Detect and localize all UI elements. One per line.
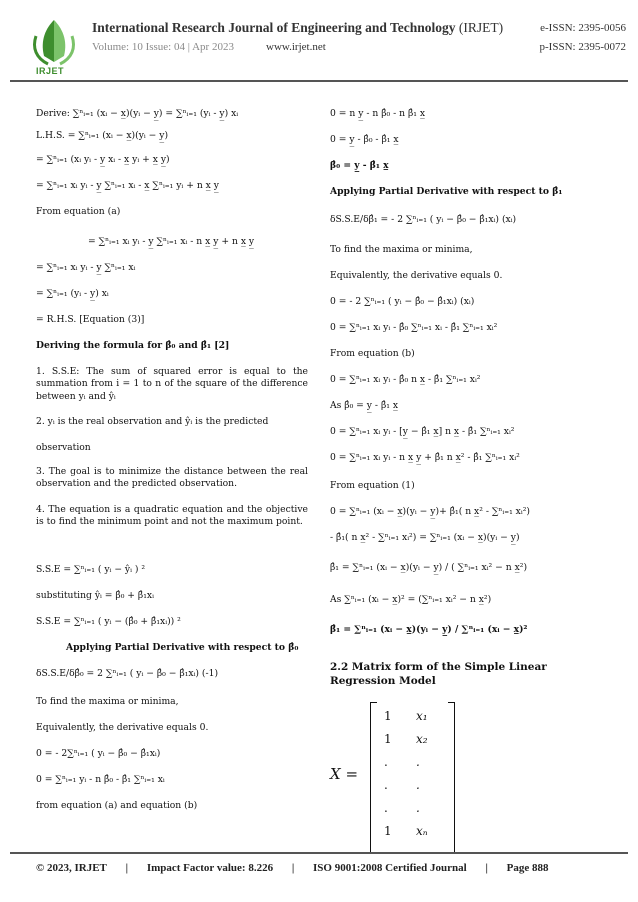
design-matrix — [330, 698, 510, 858]
e-issn: e-ISSN: 2395-0056 — [540, 22, 626, 34]
equation-line: β̂₀ = y̲ - β̂₁ x̲ — [330, 160, 389, 171]
equation-line: β̂₁ = ∑ⁿᵢ₌₁ (xᵢ − x̲)(yᵢ − y̲) / ( ∑ⁿᵢ₌₁ xᵢ² − n x̲²) — [330, 562, 528, 573]
equation-line: 0 = n y̲ - n β̂₀ - n β̂₁ x̲ — [330, 108, 426, 119]
volume-issue: Volume: 10 Issue: 04 | Apr 2023 — [92, 41, 234, 53]
equation-line: S.S.E = ∑ⁿᵢ₌₁ ( yᵢ − (β̂₀ + β̂₁xᵢ)) ² — [36, 616, 181, 627]
equation-line: 0 = ∑ⁿᵢ₌₁ xᵢ yᵢ - n x̲ y̲ + β̂₁ n x̲² - β̂₁ ∑ⁿᵢ₌₁ xᵢ² — [330, 452, 520, 463]
iso-certification: ISO 9001:2008 Certified Journal — [313, 862, 467, 874]
equation-line: - β̂₁( n x̲² - ∑ⁿᵢ₌₁ xᵢ²) = ∑ⁿᵢ₌₁ (xᵢ − x̲)(yᵢ − y̲) — [330, 532, 520, 543]
matrix-cell: 1 — [384, 709, 392, 723]
equation-line: 0 = ∑ⁿᵢ₌₁ (xᵢ − x̲)(yᵢ − y̲)+ β̂₁( n x̲² - ∑ⁿᵢ₌₁ xᵢ²) — [330, 506, 530, 517]
journal-header — [0, 0, 638, 86]
matrix-cell: xₙ — [416, 824, 428, 838]
equation-line: = ∑ⁿᵢ₌₁ (xᵢ yᵢ - y̲ xᵢ - x̲ yᵢ + x̲ y̲) — [36, 154, 170, 165]
journal-title — [92, 20, 503, 36]
equation-line: 0 = ∑ⁿᵢ₌₁ yᵢ - n β̂₀ - β̂₁ ∑ⁿᵢ₌₁ xᵢ — [36, 774, 165, 785]
matrix-cell: 1 — [384, 732, 392, 746]
impact-factor: Impact Factor value: 8.226 — [146, 862, 274, 874]
matrix-cell: . — [384, 755, 388, 769]
equation-line: = ∑ⁿᵢ₌₁ xᵢ yᵢ - y̲ ∑ⁿᵢ₌₁ xᵢ - x̲ ∑ⁿᵢ₌₁ yᵢ + n x̲ y̲ — [36, 180, 219, 191]
equation-line: As ∑ⁿᵢ₌₁ (xᵢ − x̲)² = (∑ⁿᵢ₌₁ xᵢ² − n x̲²) — [330, 594, 492, 605]
footer-rule — [10, 852, 628, 854]
footer-separator: | — [485, 862, 488, 874]
equation-line: substituting ŷᵢ = β̂₀ + β̂₁xᵢ — [36, 590, 154, 601]
equation-line: As β̂₀ = y̲ - β̂₁ x̲ — [330, 400, 399, 411]
copyright: © 2023, IRJET — [36, 862, 107, 874]
page-number: Page 888 — [506, 862, 549, 874]
equation-line: β̂₁ = ∑ⁿᵢ₌₁ (xᵢ − x̲)(yᵢ − y̲) / ∑ⁿᵢ₌₁ (xᵢ − x̲)² — [330, 624, 528, 635]
section-subheading: Applying Partial Derivative with respect to β̂₀ — [66, 642, 299, 653]
equation-line: 0 = y̲ - β̂₀ - β̂₁ x̲ — [330, 134, 399, 145]
equation-line: 0 = ∑ⁿᵢ₌₁ xᵢ yᵢ - [y̲ − β̂₁ x̲] n x̲ - β̂₁ ∑ⁿᵢ₌₁ xᵢ² — [330, 426, 515, 437]
section-heading: 2.2 Matrix form of the Simple Linear Regression Model — [330, 661, 547, 688]
equation-line: 0 = - 2 ∑ⁿᵢ₌₁ ( yᵢ − β̂₀ − β̂₁xᵢ) (xᵢ) — [330, 296, 475, 307]
equation-line: = ∑ⁿᵢ₌₁ (yᵢ - y̲) xᵢ — [36, 288, 109, 299]
text-line: To find the maxima or minima, — [36, 696, 179, 707]
text-line: = R.H.S. [Equation (3)] — [36, 314, 145, 325]
text-line: observation — [36, 442, 91, 453]
logo-text: IRJET — [36, 66, 65, 76]
list-item: 3. The goal is to minimize the distance between the real observation and the predicted observation. — [36, 466, 308, 490]
journal-website: www.irjet.net — [266, 41, 326, 53]
equation-line: 0 = - 2∑ⁿᵢ₌₁ ( yᵢ − β̂₀ − β̂₁xᵢ) — [36, 748, 161, 759]
equation-line: 0 = ∑ⁿᵢ₌₁ xᵢ yᵢ - β̂₀ ∑ⁿᵢ₌₁ xᵢ - β̂₁ ∑ⁿᵢ₌₁ xᵢ² — [330, 322, 498, 333]
journal-name: International Research Journal of Engineering and Technology — [92, 20, 456, 35]
section-subheading: Deriving the formula for β̂₀ and β̂₁ [2] — [36, 340, 230, 351]
text-line: From equation (a) — [36, 206, 121, 217]
equation-line: L.H.S. = ∑ⁿᵢ₌₁ (xᵢ − x̲)(yᵢ − y̲) — [36, 130, 169, 141]
matrix-lhs: X = — [330, 765, 359, 783]
text-line: from equation (a) and equation (b) — [36, 800, 198, 811]
text-line: Equivalently, the derivative equals 0. — [330, 270, 503, 281]
text-line: To find the maxima or minima, — [330, 244, 473, 255]
equation-line: δS.S.E/δβ̂₁ = - 2 ∑ⁿᵢ₌₁ ( yᵢ − β̂₀ − β̂₁xᵢ) (xᵢ) — [330, 214, 517, 225]
matrix-cell: . — [384, 778, 388, 792]
footer-separator: | — [291, 862, 295, 874]
journal-abbrev: (IRJET) — [458, 20, 504, 35]
matrix-cell: x₁ — [416, 709, 428, 723]
equation-line: S.S.E = ∑ⁿᵢ₌₁ ( yᵢ − ŷᵢ ) ² — [36, 564, 146, 575]
matrix-bracket-right — [448, 702, 455, 854]
matrix-cell: . — [384, 801, 388, 815]
matrix-cell: . — [416, 755, 420, 769]
section-subheading: Applying Partial Derivative with respect to β̂₁ — [330, 186, 563, 197]
matrix-cell: x₂ — [416, 732, 428, 746]
text-line: From equation (1) — [330, 480, 415, 491]
p-issn: p-ISSN: 2395-0072 — [539, 41, 626, 53]
matrix-bracket-left — [370, 702, 377, 854]
matrix-cell: 1 — [384, 824, 392, 838]
text-line: Equivalently, the derivative equals 0. — [36, 722, 209, 733]
list-item: 4. The equation is a quadratic equation and the objective is to find the minimum point and not the maximum point. — [36, 504, 308, 528]
equation-line: = ∑ⁿᵢ₌₁ xᵢ yᵢ - y̲ ∑ⁿᵢ₌₁ xᵢ - n x̲ y̲ + n x̲ y̲ — [88, 236, 255, 247]
equation-line: δS.S.E/δβ̂₀ = 2 ∑ⁿᵢ₌₁ ( yᵢ − β̂₀ − β̂₁xᵢ) (-1) — [36, 668, 219, 679]
matrix-cell: . — [416, 778, 420, 792]
footer-separator: | — [125, 862, 129, 874]
matrix-cell: . — [416, 801, 420, 815]
list-item: 1. S.S.E: The sum of squared error is equal to the summation from i = 1 to n of the square of the difference between yᵢ and ŷᵢ — [36, 366, 308, 402]
journal-footer — [36, 862, 616, 874]
header-rule — [10, 80, 628, 82]
equation-line: = ∑ⁿᵢ₌₁ xᵢ yᵢ - y̲ ∑ⁿᵢ₌₁ xᵢ — [36, 262, 136, 273]
derive-line: Derive: ∑ⁿᵢ₌₁ (xᵢ − x̲)(yᵢ − y̲) = ∑ⁿᵢ₌₁ (yᵢ - y̲) xᵢ — [36, 108, 239, 119]
text-line: From equation (b) — [330, 348, 415, 359]
equation-line: 0 = ∑ⁿᵢ₌₁ xᵢ yᵢ - β̂₀ n x̲ - β̂₁ ∑ⁿᵢ₌₁ xᵢ² — [330, 374, 481, 385]
list-item: 2. yᵢ is the real observation and ŷᵢ is the predicted — [36, 416, 269, 427]
